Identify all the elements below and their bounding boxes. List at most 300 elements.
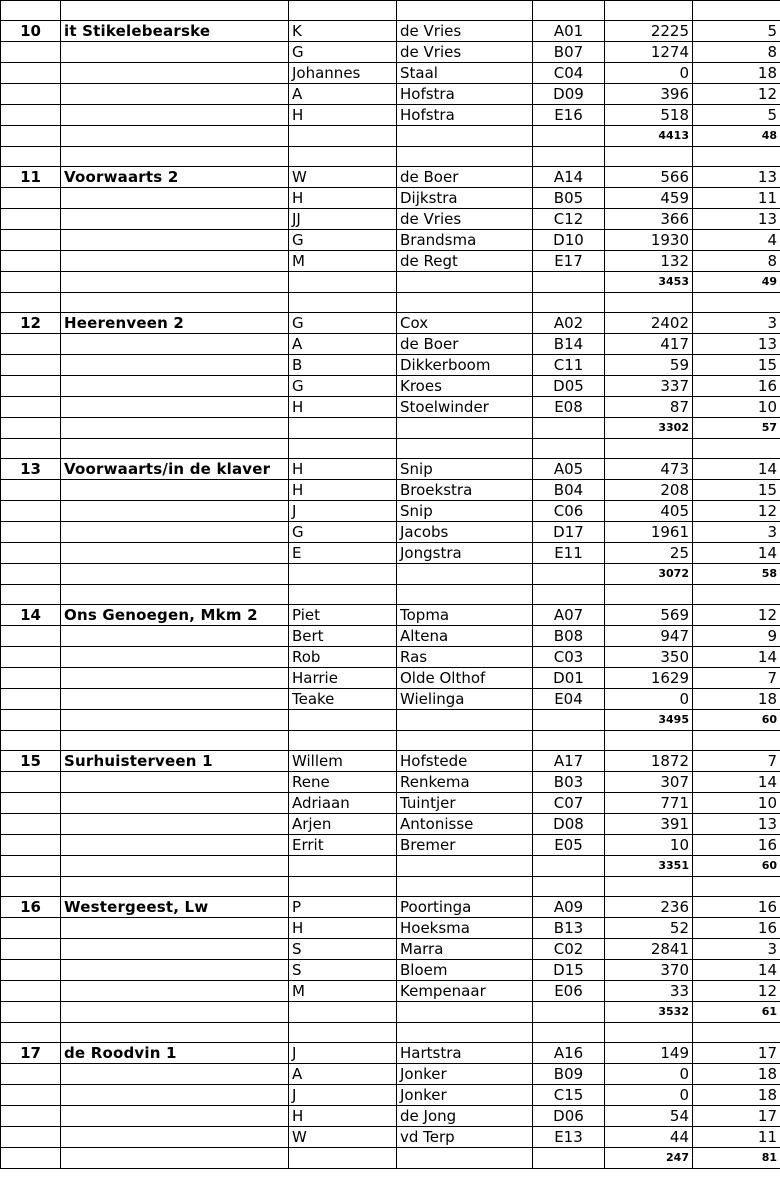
blank-row: [1, 293, 780, 313]
last-name-cell: de Boer: [397, 167, 533, 188]
member-row: [1, 1106, 780, 1127]
code-cell: D08: [533, 814, 605, 835]
member-row: [1, 355, 780, 376]
rank-cell: 5: [693, 21, 780, 42]
team-name-cell: [61, 397, 289, 418]
last-name-cell: de Boer: [397, 334, 533, 355]
code-cell: [533, 147, 605, 167]
code-cell: E16: [533, 105, 605, 126]
position-cell: [1, 689, 61, 710]
first-name-cell: J: [289, 501, 397, 522]
team-name-cell: [61, 710, 289, 731]
first-name-cell: [289, 293, 397, 313]
first-name-cell: G: [289, 522, 397, 543]
first-name-cell: G: [289, 230, 397, 251]
score-cell: 2841: [605, 939, 693, 960]
code-cell: B03: [533, 772, 605, 793]
code-cell: [533, 564, 605, 585]
team-name-cell: [61, 772, 289, 793]
last-name-cell: Olde Olthof: [397, 668, 533, 689]
member-row: [1, 647, 780, 668]
score-cell: 771: [605, 793, 693, 814]
member-row: [1, 897, 780, 918]
team-name-cell: [61, 877, 289, 897]
team-name-cell: [61, 543, 289, 564]
code-cell: E04: [533, 689, 605, 710]
member-row: [1, 209, 780, 230]
position-cell: [1, 1148, 61, 1169]
team-name-cell: Heerenveen 2: [61, 313, 289, 334]
rank-cell: 13: [693, 814, 780, 835]
member-row: [1, 668, 780, 689]
position-cell: [1, 480, 61, 501]
last-name-cell: Hofstede: [397, 751, 533, 772]
rank-cell: 5: [693, 105, 780, 126]
team-name-cell: [61, 1002, 289, 1023]
first-name-cell: [289, 856, 397, 877]
team-name-cell: [61, 856, 289, 877]
last-name-cell: [397, 272, 533, 293]
score-cell: [605, 877, 693, 897]
rank-cell: 18: [693, 1085, 780, 1106]
position-cell: [1, 230, 61, 251]
last-name-cell: Jonker: [397, 1085, 533, 1106]
score-cell: 0: [605, 1064, 693, 1085]
rank-cell: 58: [693, 564, 780, 585]
member-row: [1, 835, 780, 856]
team-name-cell: [61, 63, 289, 84]
rank-cell: 8: [693, 251, 780, 272]
team-name-cell: [61, 1106, 289, 1127]
position-cell: [1, 501, 61, 522]
rank-cell: 57: [693, 418, 780, 439]
total-row: [1, 418, 780, 439]
rank-cell: 17: [693, 1043, 780, 1064]
code-cell: [533, 439, 605, 459]
score-cell: 247: [605, 1148, 693, 1169]
first-name-cell: Adriaan: [289, 793, 397, 814]
team-name-cell: [61, 1127, 289, 1148]
rank-cell: 15: [693, 480, 780, 501]
position-cell: [1, 209, 61, 230]
first-name-cell: H: [289, 459, 397, 480]
member-row: [1, 543, 780, 564]
score-cell: 391: [605, 814, 693, 835]
team-name-cell: [61, 939, 289, 960]
code-cell: E11: [533, 543, 605, 564]
rank-cell: 18: [693, 63, 780, 84]
code-cell: B14: [533, 334, 605, 355]
team-name-cell: [61, 835, 289, 856]
score-cell: 417: [605, 334, 693, 355]
score-cell: 370: [605, 960, 693, 981]
last-name-cell: [397, 564, 533, 585]
last-name-cell: Topma: [397, 605, 533, 626]
code-cell: D17: [533, 522, 605, 543]
team-name-cell: [61, 668, 289, 689]
first-name-cell: [289, 126, 397, 147]
team-name-cell: [61, 626, 289, 647]
code-cell: A09: [533, 897, 605, 918]
code-cell: A16: [533, 1043, 605, 1064]
score-cell: 405: [605, 501, 693, 522]
last-name-cell: [397, 1002, 533, 1023]
team-name-cell: [61, 689, 289, 710]
team-name-cell: [61, 355, 289, 376]
position-cell: [1, 564, 61, 585]
rank-cell: 16: [693, 897, 780, 918]
score-cell: 132: [605, 251, 693, 272]
position-cell: 10: [1, 21, 61, 42]
position-cell: 14: [1, 605, 61, 626]
position-cell: [1, 626, 61, 647]
first-name-cell: [289, 710, 397, 731]
first-name-cell: W: [289, 167, 397, 188]
rank-cell: 14: [693, 960, 780, 981]
results-table-body: [1, 1, 780, 1169]
team-name-cell: [61, 439, 289, 459]
team-name-cell: [61, 105, 289, 126]
position-cell: [1, 585, 61, 605]
score-cell: 3453: [605, 272, 693, 293]
member-row: [1, 960, 780, 981]
score-cell: 87: [605, 397, 693, 418]
position-cell: [1, 918, 61, 939]
last-name-cell: [397, 856, 533, 877]
blank-row: [1, 585, 780, 605]
rank-cell: 14: [693, 772, 780, 793]
team-name-cell: [61, 1085, 289, 1106]
code-cell: B08: [533, 626, 605, 647]
code-cell: D15: [533, 960, 605, 981]
position-cell: [1, 835, 61, 856]
last-name-cell: de Regt: [397, 251, 533, 272]
code-cell: B04: [533, 480, 605, 501]
last-name-cell: Kroes: [397, 376, 533, 397]
rank-cell: [693, 293, 780, 313]
rank-cell: 60: [693, 856, 780, 877]
code-cell: B07: [533, 42, 605, 63]
code-cell: [533, 856, 605, 877]
score-cell: 3302: [605, 418, 693, 439]
last-name-cell: Stoelwinder: [397, 397, 533, 418]
score-cell: [605, 1023, 693, 1043]
first-name-cell: Arjen: [289, 814, 397, 835]
first-name-cell: A: [289, 334, 397, 355]
rank-cell: 7: [693, 668, 780, 689]
blank-row: [1, 877, 780, 897]
score-cell: 33: [605, 981, 693, 1002]
team-name-cell: [61, 84, 289, 105]
first-name-cell: H: [289, 480, 397, 501]
last-name-cell: Hoeksma: [397, 918, 533, 939]
rank-cell: [693, 731, 780, 751]
first-name-cell: A: [289, 1064, 397, 1085]
blank-row: [1, 1, 780, 21]
first-name-cell: P: [289, 897, 397, 918]
score-cell: 236: [605, 897, 693, 918]
code-cell: C03: [533, 647, 605, 668]
position-cell: [1, 1064, 61, 1085]
code-cell: [533, 585, 605, 605]
score-cell: 307: [605, 772, 693, 793]
member-row: [1, 63, 780, 84]
first-name-cell: Teake: [289, 689, 397, 710]
team-name-cell: Ons Genoegen, Mkm 2: [61, 605, 289, 626]
first-name-cell: H: [289, 397, 397, 418]
team-name-cell: [61, 293, 289, 313]
member-row: [1, 230, 780, 251]
first-name-cell: S: [289, 960, 397, 981]
member-row: [1, 1043, 780, 1064]
first-name-cell: S: [289, 939, 397, 960]
team-name-cell: [61, 647, 289, 668]
position-cell: [1, 105, 61, 126]
team-name-cell: [61, 814, 289, 835]
rank-cell: 9: [693, 626, 780, 647]
position-cell: [1, 668, 61, 689]
member-row: [1, 522, 780, 543]
team-name-cell: [61, 564, 289, 585]
first-name-cell: J: [289, 1043, 397, 1064]
score-cell: 473: [605, 459, 693, 480]
rank-cell: 18: [693, 1064, 780, 1085]
first-name-cell: G: [289, 376, 397, 397]
rank-cell: 3: [693, 313, 780, 334]
team-name-cell: it Stikelebearske: [61, 21, 289, 42]
score-cell: 3072: [605, 564, 693, 585]
score-cell: 569: [605, 605, 693, 626]
position-cell: [1, 1023, 61, 1043]
code-cell: A17: [533, 751, 605, 772]
code-cell: C06: [533, 501, 605, 522]
rank-cell: [693, 439, 780, 459]
first-name-cell: [289, 1002, 397, 1023]
member-row: [1, 751, 780, 772]
total-row: [1, 1148, 780, 1169]
first-name-cell: JJ: [289, 209, 397, 230]
code-cell: C11: [533, 355, 605, 376]
rank-cell: 49: [693, 272, 780, 293]
score-cell: 149: [605, 1043, 693, 1064]
blank-row: [1, 1023, 780, 1043]
last-name-cell: [397, 418, 533, 439]
code-cell: [533, 1002, 605, 1023]
position-cell: [1, 522, 61, 543]
rank-cell: 10: [693, 397, 780, 418]
score-cell: 2402: [605, 313, 693, 334]
position-cell: [1, 960, 61, 981]
last-name-cell: [397, 1023, 533, 1043]
last-name-cell: Cox: [397, 313, 533, 334]
last-name-cell: Hartstra: [397, 1043, 533, 1064]
first-name-cell: [289, 1023, 397, 1043]
member-row: [1, 939, 780, 960]
position-cell: [1, 856, 61, 877]
position-cell: [1, 188, 61, 209]
member-row: [1, 376, 780, 397]
rank-cell: 14: [693, 459, 780, 480]
first-name-cell: [289, 272, 397, 293]
rank-cell: 81: [693, 1148, 780, 1169]
position-cell: [1, 543, 61, 564]
score-cell: 3351: [605, 856, 693, 877]
code-cell: D10: [533, 230, 605, 251]
score-cell: 0: [605, 689, 693, 710]
team-name-cell: [61, 585, 289, 605]
score-cell: [605, 293, 693, 313]
rank-cell: [693, 147, 780, 167]
team-name-cell: [61, 209, 289, 230]
score-cell: [605, 731, 693, 751]
last-name-cell: Wielinga: [397, 689, 533, 710]
code-cell: A02: [533, 313, 605, 334]
team-name-cell: [61, 334, 289, 355]
last-name-cell: [397, 147, 533, 167]
team-name-cell: [61, 126, 289, 147]
member-row: [1, 981, 780, 1002]
first-name-cell: M: [289, 251, 397, 272]
last-name-cell: Ras: [397, 647, 533, 668]
team-name-cell: [61, 147, 289, 167]
last-name-cell: Antonisse: [397, 814, 533, 835]
rank-cell: 17: [693, 1106, 780, 1127]
last-name-cell: Snip: [397, 501, 533, 522]
last-name-cell: de Jong: [397, 1106, 533, 1127]
code-cell: D05: [533, 376, 605, 397]
score-cell: [605, 147, 693, 167]
first-name-cell: [289, 877, 397, 897]
rank-cell: 11: [693, 1127, 780, 1148]
position-cell: [1, 1002, 61, 1023]
position-cell: [1, 84, 61, 105]
last-name-cell: Renkema: [397, 772, 533, 793]
position-cell: [1, 814, 61, 835]
rank-cell: 11: [693, 188, 780, 209]
rank-cell: 3: [693, 522, 780, 543]
last-name-cell: Bremer: [397, 835, 533, 856]
position-cell: [1, 439, 61, 459]
first-name-cell: Harrie: [289, 668, 397, 689]
score-cell: [605, 439, 693, 459]
total-row: [1, 856, 780, 877]
team-name-cell: [61, 230, 289, 251]
position-cell: [1, 293, 61, 313]
rank-cell: 61: [693, 1002, 780, 1023]
last-name-cell: [397, 710, 533, 731]
position-cell: [1, 772, 61, 793]
team-name-cell: Westergeest, Lw: [61, 897, 289, 918]
score-cell: 366: [605, 209, 693, 230]
code-cell: E13: [533, 1127, 605, 1148]
last-name-cell: [397, 439, 533, 459]
position-cell: [1, 272, 61, 293]
last-name-cell: Dijkstra: [397, 188, 533, 209]
last-name-cell: Snip: [397, 459, 533, 480]
team-name-cell: [61, 1064, 289, 1085]
team-name-cell: [61, 480, 289, 501]
position-cell: [1, 731, 61, 751]
rank-cell: 12: [693, 981, 780, 1002]
last-name-cell: Jongstra: [397, 543, 533, 564]
rank-cell: 7: [693, 751, 780, 772]
position-cell: [1, 334, 61, 355]
member-row: [1, 501, 780, 522]
code-cell: A05: [533, 459, 605, 480]
rank-cell: 16: [693, 835, 780, 856]
member-row: [1, 334, 780, 355]
code-cell: A01: [533, 21, 605, 42]
total-row: [1, 126, 780, 147]
rank-cell: 3: [693, 939, 780, 960]
last-name-cell: Kempenaar: [397, 981, 533, 1002]
code-cell: [533, 418, 605, 439]
member-row: [1, 689, 780, 710]
position-cell: 16: [1, 897, 61, 918]
rank-cell: [693, 585, 780, 605]
position-cell: [1, 1106, 61, 1127]
rank-cell: 4: [693, 230, 780, 251]
score-cell: 396: [605, 84, 693, 105]
member-row: [1, 605, 780, 626]
rank-cell: 12: [693, 84, 780, 105]
position-cell: [1, 793, 61, 814]
first-name-cell: H: [289, 918, 397, 939]
score-cell: 25: [605, 543, 693, 564]
team-name-cell: [61, 42, 289, 63]
last-name-cell: [397, 126, 533, 147]
score-cell: 350: [605, 647, 693, 668]
first-name-cell: H: [289, 1106, 397, 1127]
first-name-cell: Bert: [289, 626, 397, 647]
first-name-cell: G: [289, 313, 397, 334]
code-cell: B09: [533, 1064, 605, 1085]
total-row: [1, 1002, 780, 1023]
member-row: [1, 1085, 780, 1106]
total-row: [1, 564, 780, 585]
team-name-cell: Voorwaarts 2: [61, 167, 289, 188]
position-cell: [1, 42, 61, 63]
last-name-cell: [397, 585, 533, 605]
total-row: [1, 272, 780, 293]
blank-row: [1, 731, 780, 751]
rank-cell: 8: [693, 42, 780, 63]
position-cell: [1, 376, 61, 397]
first-name-cell: K: [289, 21, 397, 42]
member-row: [1, 772, 780, 793]
first-name-cell: A: [289, 84, 397, 105]
team-name-cell: [61, 376, 289, 397]
rank-cell: 18: [693, 689, 780, 710]
code-cell: C15: [533, 1085, 605, 1106]
position-cell: 12: [1, 313, 61, 334]
position-cell: [1, 63, 61, 84]
score-cell: 0: [605, 63, 693, 84]
rank-cell: [693, 877, 780, 897]
score-cell: 59: [605, 355, 693, 376]
rank-cell: 16: [693, 376, 780, 397]
member-row: [1, 1064, 780, 1085]
member-row: [1, 313, 780, 334]
team-name-cell: [61, 188, 289, 209]
first-name-cell: [289, 564, 397, 585]
first-name-cell: Rene: [289, 772, 397, 793]
member-row: [1, 459, 780, 480]
position-cell: 13: [1, 459, 61, 480]
score-cell: 566: [605, 167, 693, 188]
first-name-cell: [289, 147, 397, 167]
last-name-cell: Altena: [397, 626, 533, 647]
